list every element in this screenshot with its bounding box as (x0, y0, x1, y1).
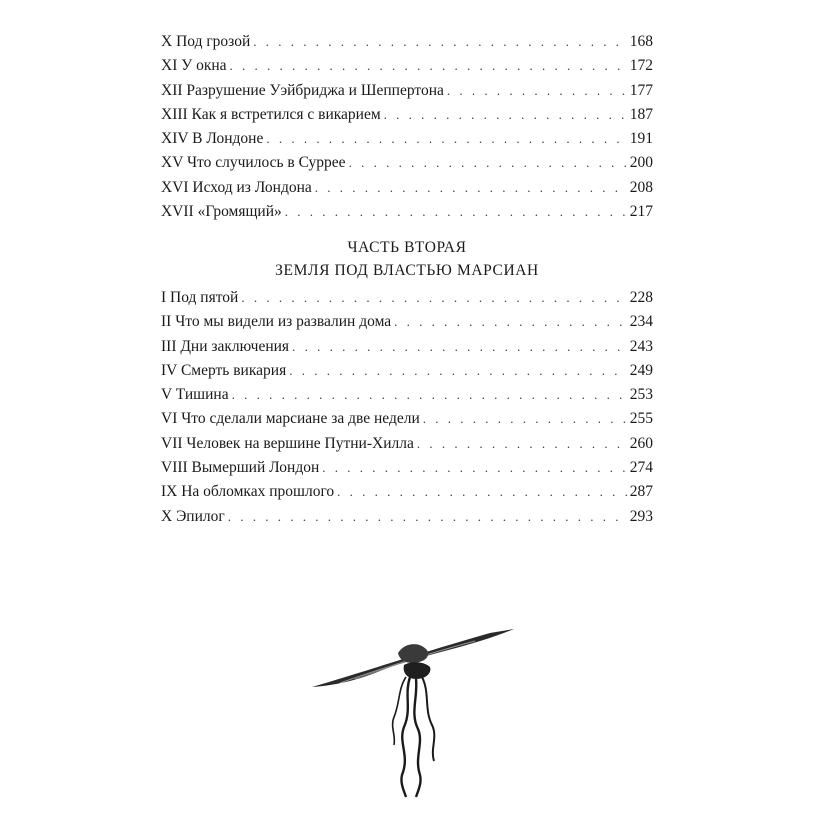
toc-part1 (161, 30, 653, 224)
toc-entry-title: I Под пятой (161, 289, 239, 306)
part-heading-line1: ЧАСТЬ ВТОРАЯ (347, 239, 467, 256)
toc-entry-page: 172 (629, 57, 653, 75)
toc-entry-title: VI Что сделали марсиане за две недели (161, 410, 420, 428)
toc-entry-title: V Тишина (161, 386, 229, 404)
dot-leader (337, 480, 627, 504)
dot-leader (417, 432, 627, 456)
toc-entry[interactable] (161, 432, 653, 456)
toc-entry-page: 293 (629, 507, 653, 525)
martian-flying-machine-icon (300, 625, 520, 800)
toc-entry-page: 187 (629, 105, 653, 123)
toc-entry-title: VII Человек на вершине Путни-Хилла (161, 434, 414, 452)
toc-entry-page: 287 (629, 483, 653, 501)
toc-entry[interactable] (161, 151, 653, 175)
dot-leader (423, 407, 627, 431)
toc-entry-title: XVI Исход из Лондона (161, 178, 312, 196)
toc-entry-page: 243 (629, 337, 653, 355)
dot-leader (322, 456, 627, 480)
dot-leader (315, 176, 627, 200)
toc-entry-title: IV Смерть викария (161, 361, 287, 379)
toc-entry-page: 208 (629, 178, 653, 196)
dot-leader (230, 54, 627, 78)
toc-entry-page: 200 (629, 154, 653, 172)
toc-entry-title: XVII «Громящий» (161, 203, 282, 221)
toc-entry-page: 253 (629, 386, 653, 404)
toc-entry-title: XI У окна (161, 57, 227, 75)
toc-entry[interactable] (161, 359, 653, 383)
toc-entry[interactable] (161, 103, 653, 127)
dot-leader (266, 127, 626, 151)
dot-leader (253, 30, 626, 54)
toc-entry[interactable] (161, 310, 653, 334)
toc-entry[interactable] (161, 286, 653, 310)
toc-entry[interactable] (161, 79, 653, 103)
dot-leader (232, 383, 627, 407)
toc-entry[interactable] (161, 54, 653, 78)
toc-entry-title: X Под грозой (161, 33, 251, 50)
dot-leader (292, 335, 627, 359)
toc-entry[interactable] (161, 383, 653, 407)
toc-entry[interactable] (161, 480, 653, 504)
toc-entry[interactable] (161, 176, 653, 200)
toc-entry[interactable] (161, 335, 653, 359)
toc-entry-page: 228 (629, 289, 653, 306)
dot-leader (447, 79, 627, 103)
toc-entry-title: XIV В Лондоне (161, 130, 264, 148)
toc-entry-page: 191 (629, 130, 653, 148)
toc-entry-title: XV Что случилось в Суррее (161, 154, 346, 172)
toc-entry-page: 168 (629, 33, 653, 50)
toc-entry-page: 234 (629, 313, 653, 331)
dot-leader (349, 151, 627, 175)
part-heading-line2: ЗЕМЛЯ ПОД ВЛАСТЬЮ МАРСИАН (275, 262, 539, 279)
toc-entry[interactable] (161, 127, 653, 151)
toc-entry[interactable] (161, 30, 653, 54)
toc-entry-title: XII Разрушение Уэйбриджа и Шеппертона (161, 81, 444, 99)
toc-entry-page: 260 (629, 434, 653, 452)
toc-entry-page: 249 (629, 361, 653, 379)
toc-entry-page: 177 (629, 81, 653, 99)
toc-entry[interactable] (161, 456, 653, 480)
toc-entry[interactable] (161, 505, 653, 529)
toc-entry-page: 274 (629, 459, 653, 477)
toc-entry[interactable] (161, 200, 653, 224)
part-heading (161, 236, 653, 282)
toc-entry-title: VIII Вымерший Лондон (161, 459, 320, 477)
toc-entry-title: X Эпилог (161, 507, 225, 525)
dot-leader (289, 359, 627, 383)
dot-leader (285, 200, 627, 224)
toc-part2 (161, 286, 653, 529)
toc-entry-title: II Что мы видели из развалин дома (161, 313, 392, 331)
dot-leader (241, 286, 626, 310)
dot-leader (384, 103, 627, 127)
toc-entry-title: III Дни заключения (161, 337, 290, 355)
toc-entry[interactable] (161, 407, 653, 431)
dot-leader (394, 310, 627, 334)
toc-entry-page: 255 (629, 410, 653, 428)
toc-entry-title: IX На обломках прошлого (161, 483, 335, 501)
dot-leader (228, 505, 627, 529)
toc-entry-title: XIII Как я встретился с викарием (161, 105, 381, 123)
toc-entry-page: 217 (629, 203, 653, 221)
